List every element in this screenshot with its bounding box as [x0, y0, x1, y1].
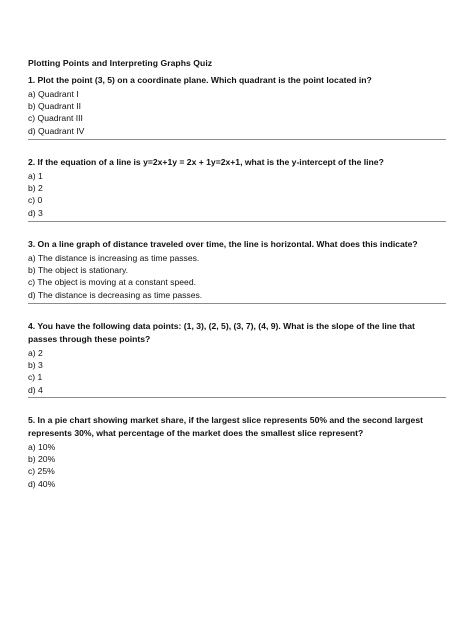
question-3 — [28, 238, 428, 301]
question-1-option-d: d) Quadrant IV — [28, 125, 85, 136]
question-3-option-a: a) The distance is increasing as time passes. — [28, 253, 200, 263]
question-2 — [28, 156, 428, 219]
question-2-option-a: a) 1 — [28, 171, 43, 181]
question-2-option-c: c) 0 — [28, 195, 43, 206]
section-divider — [28, 139, 446, 140]
question-1-option-a: a) Quadrant I — [28, 89, 79, 99]
question-5-option-a: a) 10% — [28, 442, 56, 452]
quiz-title: Plotting Points and Interpreting Graphs Quiz — [28, 58, 213, 68]
question-3-text: 3. On a line graph of distance traveled over time, the line is horizontal. What does this indicate? — [28, 239, 418, 249]
question-3-option-b: b) The object is stationary. — [28, 265, 128, 276]
question-4-text: 4. You have the following data points: (1, 3), (2, 5), (3, 7), (4, 9). What is the slope of the line that passes through these points? — [28, 321, 415, 344]
question-4-option-c: c) 1 — [28, 372, 43, 383]
question-1-text: 1. Plot the point (3, 5) on a coordinate plane. Which quadrant is the point located in? — [28, 75, 372, 85]
question-1 — [28, 74, 428, 137]
section-divider — [28, 221, 446, 222]
section-divider — [28, 303, 446, 304]
question-2-text: 2. If the equation of a line is y=2x+1y = 2x + 1y=2x+1, what is the y-intercept of the line? — [28, 157, 384, 167]
question-2-option-d: d) 3 — [28, 207, 43, 218]
question-1-option-b: b) Quadrant II — [28, 101, 82, 112]
question-4 — [28, 320, 428, 396]
question-2-option-b: b) 2 — [28, 183, 43, 194]
question-4-option-b: b) 3 — [28, 360, 43, 371]
question-1-option-c: c) Quadrant III — [28, 113, 83, 124]
question-5 — [28, 414, 428, 490]
question-5-option-d: d) 40% — [28, 478, 56, 489]
question-4-option-a: a) 2 — [28, 348, 43, 358]
question-4-option-d: d) 4 — [28, 384, 43, 395]
section-divider — [28, 397, 446, 398]
question-5-option-b: b) 20% — [28, 454, 56, 465]
question-3-option-c: c) The object is moving at a constant speed. — [28, 277, 196, 288]
question-5-text: 5. In a pie chart showing market share, if the largest slice represents 50% and the second largest represents 30%, what percentage of the market does the smallest slice represent? — [28, 415, 423, 438]
question-5-option-c: c) 25% — [28, 466, 55, 477]
question-3-option-d: d) The distance is decreasing as time passes. — [28, 289, 203, 300]
